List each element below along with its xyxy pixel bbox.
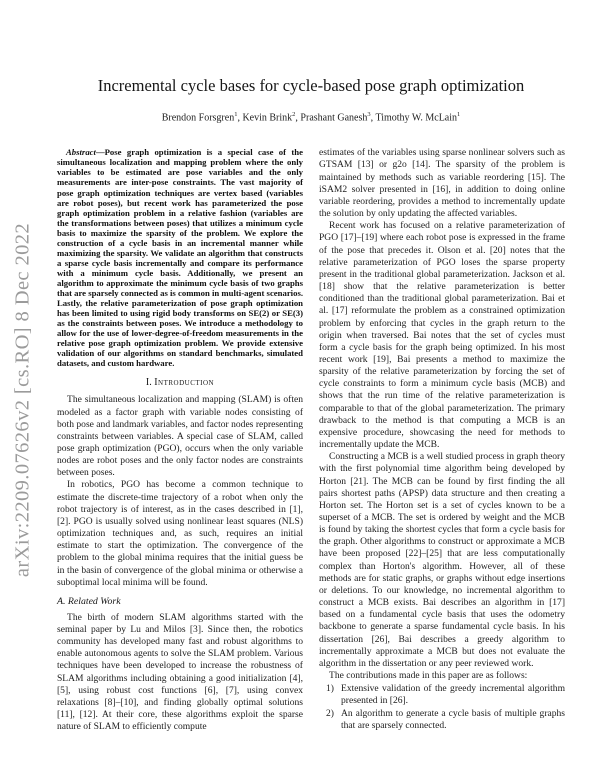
author-affiliation-mark: 3 — [367, 111, 371, 118]
paragraph: estimates of the variables using sparse nonlinear solvers such as GTSAM [13] or g2o [14]. The sparsity of the problem is maintained by methods such as variable reordering [15]. The iSAM2 solver presented in [16], in addition to doing online variable reordering, provides a method to incrementally update the solution by only updating the affected variables. — [319, 147, 565, 220]
list-item-text: Extensive validation of the greedy incremental algorithm presented in [26]. — [341, 683, 565, 707]
list-item-marker: 2) — [326, 707, 334, 719]
author-name: Brendon Forsgren — [161, 112, 235, 124]
subsection-number: A. — [57, 595, 66, 607]
paragraph: In robotics, PGO has become a common technique to estimate the discrete-time trajectory of a robot when only the robot trajectory is of interest, as in the cases described in [1], [2]. PGO is usually solved using nonlinear least squares (NLS) optimization techniques and, as such, requires an initial estimate to start the optimization. The convergence of the problem to the global minima requires that the initial guess be in the basin of convergence of the global minima or otherwise a suboptimal local minima will be found. — [57, 479, 303, 588]
paper-page — [57, 0, 565, 733]
author-name: Kevin Brink — [242, 112, 293, 124]
author-affiliation-mark: 2 — [292, 111, 296, 118]
arxiv-watermark: arXiv:2209.07626v2 [cs.RO] 8 Dec 2022 — [11, 222, 34, 578]
author-separator: , — [370, 112, 376, 124]
author-separator: , — [295, 112, 301, 124]
author-affiliation-mark: 1 — [457, 111, 461, 118]
abstract-label: Abstract — [66, 147, 96, 158]
paragraph: Constructing a MCB is a well studied process in graph theory with the first polynomial time algorithm being developed by Horton [21]. The MCB can be found by first finding the all pairs shortest paths (APSP) data structure and then creating a Horton set. The Horton set is a set of cycles known to be a superset of a MCB. The set is ordered by weight and the MCB is found by taking the shortest cycles that form a cycle basis for the graph. Other algorithms to construct or approximate a MCB have been proposed [22]–[25] that are less computationally complex than Horton's algorithm. However, all of these methods are for static graphs, or graphs without edge insertions or deletions. To our knowledge, no incremental algorithm to construct a MCB exists. Bai describes an algorithm in [17] based on a fundamental cycle basis that uses the odometry backbone to generate a sparse fundamental cycle basis. In his dissertation [26], Bai describes a greedy algorithm to incrementally approximate a MCB but does not evaluate the algorithm in the dissertation or any peer reviewed work. — [319, 451, 565, 669]
contributions-list — [319, 683, 565, 732]
list-item-marker: 1) — [326, 683, 334, 695]
paper-title: Incremental cycle bases for cycle-based pose graph optimization — [97, 76, 525, 95]
two-column-body — [57, 147, 565, 733]
subsection-heading-related-work — [57, 596, 303, 607]
paragraph: Recent work has focused on a relative parameterization of PGO [17]–[19] where each robot pose is expressed in the frame of the pose that precedes it. Olson et al. [20] notes that the relative parameterization of PGO loses the sparse property present in the traditional global parameterization. Jackson et al. [18] show that the relative parameterization is better conditioned than the traditional global parameterization. Bai et al. [17] reformulate the problem as a constrained optimization problem by enforcing that cycles in the graph return to the origin when traversed. Bai notes that the set of cycles must form a cycle basis for the graph being optimized. In his most recent work [19], Bai presents a method to maximize the sparsity of the relative parameterization by forcing the set of cycle constraints to form a minimum cycle basis (MCB) and shows that the run time of the relative parameterization is comparable to that of the global parameterization. The primary drawback to the method is that computing a MCB is an expensive procedure, showcasing the need for methods to incrementally update the MCB. — [319, 220, 565, 451]
paragraph: The simultaneous localization and mapping (SLAM) is often modeled as a factor graph with variable nodes consisting of both pose and landmark variables, and factor nodes representing constraints between variables. A special case of SLAM, called pose graph optimization (PGO), occurs when the only variable nodes are robot poses and the only factor nodes are constraints between poses. — [57, 394, 303, 479]
author-line — [57, 111, 565, 123]
subsection-title: Related Work — [67, 595, 121, 607]
section-heading-introduction — [57, 377, 303, 388]
abstract-text: —Pose graph optimization is a special case of the simultaneous localization and mapping problem where the only variables to be estimated are pose variables and the only measurements are inter-pose constraints. The vast majority of pose graph optimization techniques are vertex based (variables are robot poses), but recent work has parameterized the pose graph optimization problem in a relative fashion (variables are the transformations between poses) that utilizes a minimum cycle basis to maximize the sparsity of the problem. We explore the construction of a cycle basis in an incremental manner while maximizing the sparsity. We validate an algorithm that constructs a sparse cycle basis incrementally and compare its performance with a minimum cycle basis. Additionally, we present an algorithm to approximate the minimum cycle basis of two graphs that are sparsely connected as is common in multi-agent scenarios. Lastly, the relative parameterization of pose graph optimization has been limited to using rigid body transforms on SE(2) or SE(3) as the constraints between poses. We introduce a methodology to allow for the use of lower-degree-of-freedom measurements in the relative pose graph optimization problem. We provide extensive validation of our algorithms on standard benchmarks, simulated datasets, and custom hardware. — [57, 147, 303, 369]
abstract — [57, 147, 303, 368]
author-name: Prashant Ganesh — [300, 112, 368, 124]
section-title: Introduction — [154, 377, 215, 389]
right-column — [319, 147, 565, 733]
paragraph: The contributions made in this paper are as follows: — [329, 670, 528, 682]
paragraph: The birth of modern SLAM algorithms started with the seminal paper by Lu and Milos [3]. Since then, the robotics community has developed many fast and robust algorithms to enable autonomous agents to solve the SLAM problem. Various techniques have been developed to increase the robustness of SLAM algorithms including obtaining a good initialization [4], [5], using robust cost functions [6], [7], using convex relaxations [8]–[10], and finding globally optimal solutions [11], [12]. At their core, these algorithms exploit the sparse nature of SLAM to efficiently compute — [57, 611, 303, 733]
list-item — [326, 708, 565, 732]
list-item — [326, 683, 565, 707]
author-affiliation-mark: 1 — [234, 111, 238, 118]
list-item-text: An algorithm to generate a cycle basis of multiple graphs that are sparsely connected. — [341, 707, 565, 731]
section-number: I. — [145, 377, 152, 389]
author-separator: , — [237, 112, 243, 124]
left-column — [57, 147, 303, 733]
author-name: Timothy W. McLain — [375, 112, 458, 124]
